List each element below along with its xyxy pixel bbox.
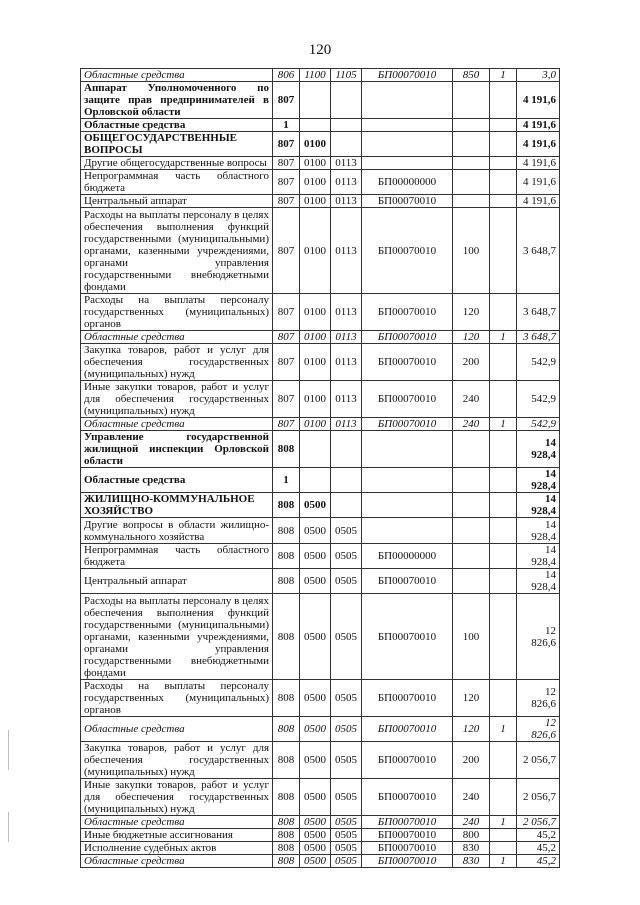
row-target-article [362,431,453,468]
row-section: 1100 [300,69,331,82]
row-amount: 3,0 [517,69,560,82]
row-expense-type: 120 [453,717,490,742]
row-grbs: 808 [273,742,300,779]
row-name: Областные средства [81,855,273,868]
row-amount: 12 826,6 [517,717,560,742]
row-grbs: 807 [273,344,300,381]
row-section: 0100 [300,331,331,344]
row-funding-source [490,132,517,157]
row-funding-source [490,518,517,544]
row-funding-source: 1 [490,855,517,868]
row-subsection: 0113 [331,170,362,195]
row-target-article: БП00070010 [362,816,453,829]
row-expense-type [453,431,490,468]
row-grbs: 808 [273,680,300,717]
row-name: Управление государственной жилищной инспекции Орловской области [81,431,273,468]
row-subsection: 0505 [331,742,362,779]
row-target-article [362,157,453,170]
scan-margin-mark [8,730,9,770]
row-name: Областные средства [81,816,273,829]
row-funding-source [490,119,517,132]
row-expense-type: 120 [453,680,490,717]
row-section: 0100 [300,170,331,195]
row-name: Областные средства [81,119,273,132]
row-subsection: 0113 [331,344,362,381]
table-row [81,594,560,680]
row-target-article: БП00070010 [362,294,453,331]
table-row [81,294,560,331]
row-section: 0500 [300,518,331,544]
row-target-article: БП00070010 [362,418,453,431]
row-amount: 4 191,6 [517,132,560,157]
row-grbs: 808 [273,855,300,868]
row-amount: 542,9 [517,381,560,418]
row-target-article [362,468,453,493]
row-target-article: БП00070010 [362,594,453,680]
row-expense-type: 830 [453,855,490,868]
row-name: Центральный аппарат [81,569,273,594]
row-expense-type: 240 [453,381,490,418]
row-funding-source [490,842,517,855]
row-subsection [331,431,362,468]
row-amount: 14 928,4 [517,518,560,544]
row-target-article [362,493,453,518]
row-expense-type [453,157,490,170]
row-amount: 4 191,6 [517,157,560,170]
row-grbs: 807 [273,195,300,208]
row-name: Закупка товаров, работ и услуг для обеспечения государственных (муниципальных) нужд [81,344,273,381]
table-row [81,569,560,594]
row-subsection: 0505 [331,518,362,544]
table-row [81,816,560,829]
row-expense-type [453,132,490,157]
row-amount: 45,2 [517,842,560,855]
row-funding-source [490,680,517,717]
table-row [81,195,560,208]
row-name: Областные средства [81,418,273,431]
table-row [81,331,560,344]
row-expense-type [453,569,490,594]
row-section [300,468,331,493]
row-amount: 542,9 [517,344,560,381]
row-name: Другие вопросы в области жилищно-коммунального хозяйства [81,518,273,544]
row-grbs: 808 [273,544,300,569]
table-row [81,170,560,195]
row-expense-type: 200 [453,742,490,779]
row-name: Расходы на выплаты персоналу в целях обеспечения выполнения функций государственными (муниципальными) органами, казенными учреждениями, органами управления государственными внебюджетными фондами [81,208,273,294]
table-row [81,381,560,418]
row-amount: 45,2 [517,829,560,842]
row-subsection: 0113 [331,208,362,294]
row-expense-type [453,195,490,208]
row-amount: 3 648,7 [517,294,560,331]
row-name: Непрограммная часть областного бюджета [81,170,273,195]
row-funding-source [490,493,517,518]
row-target-article: БП00070010 [362,779,453,816]
row-funding-source [490,381,517,418]
row-funding-source [490,742,517,779]
row-grbs: 808 [273,493,300,518]
row-name: Аппарат Уполномоченного по защите прав предпринимателей в Орловской области [81,82,273,119]
row-amount: 12 826,6 [517,594,560,680]
table-row [81,344,560,381]
row-name: Областные средства [81,331,273,344]
row-funding-source [490,195,517,208]
row-subsection: 0113 [331,294,362,331]
row-expense-type: 240 [453,816,490,829]
row-name: Непрограммная часть областного бюджета [81,544,273,569]
row-name: Расходы на выплаты персоналу в целях обеспечения выполнения функций государственными (муниципальными) органами, казенными учреждениями, органами управления государственными внебюджетными фондами [81,594,273,680]
row-funding-source [490,82,517,119]
row-section: 0500 [300,829,331,842]
row-funding-source [490,170,517,195]
row-name: Другие общегосударственные вопросы [81,157,273,170]
row-expense-type: 240 [453,779,490,816]
row-funding-source [490,544,517,569]
table-row [81,431,560,468]
row-amount: 14 928,4 [517,544,560,569]
table-row [81,829,560,842]
table-row [81,680,560,717]
row-section: 0500 [300,493,331,518]
row-grbs: 1 [273,119,300,132]
row-section: 0500 [300,779,331,816]
row-section: 0500 [300,569,331,594]
row-grbs: 807 [273,82,300,119]
row-section [300,431,331,468]
row-grbs: 807 [273,381,300,418]
row-amount: 4 191,6 [517,195,560,208]
row-amount: 3 648,7 [517,208,560,294]
row-target-article: БП00070010 [362,680,453,717]
row-expense-type [453,82,490,119]
row-amount: 14 928,4 [517,493,560,518]
row-target-article: БП00070010 [362,829,453,842]
row-funding-source [490,157,517,170]
row-name: Иные закупки товаров, работ и услуг для обеспечения государственных (муниципальных) нужд [81,779,273,816]
row-grbs: 808 [273,594,300,680]
row-subsection: 0505 [331,816,362,829]
table-row [81,468,560,493]
row-name: Областные средства [81,717,273,742]
row-target-article: БП00070010 [362,742,453,779]
row-amount: 14 928,4 [517,468,560,493]
table-row [81,208,560,294]
row-target-article: БП00000000 [362,544,453,569]
row-amount: 12 826,6 [517,680,560,717]
row-subsection: 0113 [331,157,362,170]
row-target-article [362,82,453,119]
row-grbs: 807 [273,157,300,170]
page-number: 120 [308,42,332,58]
row-expense-type: 120 [453,294,490,331]
table-row [81,842,560,855]
row-subsection: 0113 [331,418,362,431]
row-amount: 4 191,6 [517,170,560,195]
budget-table [80,68,560,868]
table-row [81,717,560,742]
row-target-article: БП00070010 [362,195,453,208]
row-grbs: 808 [273,779,300,816]
row-target-article [362,132,453,157]
row-grbs: 807 [273,418,300,431]
row-expense-type [453,170,490,195]
row-subsection [331,132,362,157]
row-section: 0100 [300,132,331,157]
row-amount: 2 056,7 [517,816,560,829]
row-grbs: 808 [273,816,300,829]
table-row [81,855,560,868]
row-subsection: 0505 [331,680,362,717]
row-section: 0100 [300,381,331,418]
row-section: 0100 [300,208,331,294]
row-grbs: 807 [273,331,300,344]
row-expense-type: 850 [453,69,490,82]
row-target-article [362,119,453,132]
row-grbs: 807 [273,294,300,331]
row-subsection: 0505 [331,569,362,594]
row-section: 0100 [300,195,331,208]
row-expense-type: 240 [453,418,490,431]
row-section: 0500 [300,680,331,717]
row-funding-source [490,779,517,816]
scan-margin-mark [8,812,9,842]
row-target-article: БП00070010 [362,842,453,855]
row-expense-type: 100 [453,208,490,294]
row-subsection [331,493,362,518]
row-expense-type [453,493,490,518]
row-section: 0100 [300,294,331,331]
table-row [81,82,560,119]
row-expense-type [453,119,490,132]
row-name: Расходы на выплаты персоналу государственных (муниципальных) органов [81,294,273,331]
row-grbs: 807 [273,208,300,294]
table-row [81,69,560,82]
row-grbs: 808 [273,829,300,842]
row-amount: 2 056,7 [517,779,560,816]
row-name: Центральный аппарат [81,195,273,208]
row-section: 0100 [300,157,331,170]
row-funding-source: 1 [490,331,517,344]
row-target-article [362,518,453,544]
row-subsection: 0505 [331,544,362,569]
row-name: Областные средства [81,468,273,493]
row-target-article: БП00070010 [362,344,453,381]
row-funding-source [490,431,517,468]
row-name: Исполнение судебных актов [81,842,273,855]
row-subsection: 0505 [331,717,362,742]
row-grbs: 1 [273,468,300,493]
row-funding-source [490,344,517,381]
row-grbs: 807 [273,170,300,195]
row-amount: 542,9 [517,418,560,431]
row-funding-source: 1 [490,816,517,829]
row-section [300,119,331,132]
row-funding-source: 1 [490,69,517,82]
table-row [81,157,560,170]
row-grbs: 808 [273,569,300,594]
row-name: Иные бюджетные ассигнования [81,829,273,842]
row-name: ЖИЛИЩНО-КОММУНАЛЬНОЕ ХОЗЯЙСТВО [81,493,273,518]
row-subsection: 0505 [331,779,362,816]
row-section: 0500 [300,742,331,779]
row-name: Областные средства [81,69,273,82]
row-target-article: БП00070010 [362,208,453,294]
row-section: 0500 [300,544,331,569]
row-funding-source [490,294,517,331]
row-funding-source: 1 [490,717,517,742]
row-expense-type: 830 [453,842,490,855]
row-amount: 14 928,4 [517,569,560,594]
row-subsection: 0505 [331,842,362,855]
row-expense-type [453,468,490,493]
row-subsection: 0505 [331,855,362,868]
table-row [81,742,560,779]
row-grbs: 808 [273,431,300,468]
row-name: Закупка товаров, работ и услуг для обеспечения государственных (муниципальных) нужд [81,742,273,779]
row-funding-source [490,208,517,294]
row-name: ОБЩЕГОСУДАРСТВЕННЫЕ ВОПРОСЫ [81,132,273,157]
row-target-article: БП00070010 [362,69,453,82]
row-target-article: БП00070010 [362,855,453,868]
row-target-article: БП00070010 [362,717,453,742]
row-funding-source: 1 [490,418,517,431]
row-section: 0500 [300,842,331,855]
table-row [81,518,560,544]
table-row [81,119,560,132]
row-subsection [331,119,362,132]
row-section: 0100 [300,418,331,431]
table-row [81,779,560,816]
row-expense-type: 200 [453,344,490,381]
row-subsection: 0113 [331,195,362,208]
row-expense-type: 120 [453,331,490,344]
row-section [300,82,331,119]
row-subsection: 0113 [331,331,362,344]
row-name: Расходы на выплаты персоналу государственных (муниципальных) органов [81,680,273,717]
row-expense-type: 100 [453,594,490,680]
row-funding-source [490,829,517,842]
table-row [81,493,560,518]
row-subsection: 0505 [331,594,362,680]
row-amount: 3 648,7 [517,331,560,344]
row-section: 0500 [300,816,331,829]
row-target-article: БП00000000 [362,170,453,195]
table-row [81,418,560,431]
row-target-article: БП00070010 [362,381,453,418]
row-target-article: БП00070010 [362,569,453,594]
row-section: 0500 [300,855,331,868]
row-section: 0500 [300,717,331,742]
row-funding-source [490,594,517,680]
row-subsection [331,468,362,493]
row-amount: 2 056,7 [517,742,560,779]
row-grbs: 807 [273,132,300,157]
row-amount: 14 928,4 [517,431,560,468]
row-amount: 4 191,6 [517,119,560,132]
row-funding-source [490,569,517,594]
row-grbs: 808 [273,518,300,544]
table-row [81,132,560,157]
row-grbs: 806 [273,69,300,82]
row-expense-type: 800 [453,829,490,842]
row-expense-type [453,544,490,569]
row-grbs: 808 [273,717,300,742]
row-grbs: 808 [273,842,300,855]
row-target-article: БП00070010 [362,331,453,344]
row-subsection: 0113 [331,381,362,418]
row-subsection: 0505 [331,829,362,842]
table-row [81,544,560,569]
row-funding-source [490,468,517,493]
row-expense-type [453,518,490,544]
row-section: 0100 [300,344,331,381]
row-amount: 45,2 [517,855,560,868]
row-name: Иные закупки товаров, работ и услуг для обеспечения государственных (муниципальных) нужд [81,381,273,418]
row-subsection [331,82,362,119]
row-section: 0500 [300,594,331,680]
row-amount: 4 191,6 [517,82,560,119]
row-subsection: 1105 [331,69,362,82]
